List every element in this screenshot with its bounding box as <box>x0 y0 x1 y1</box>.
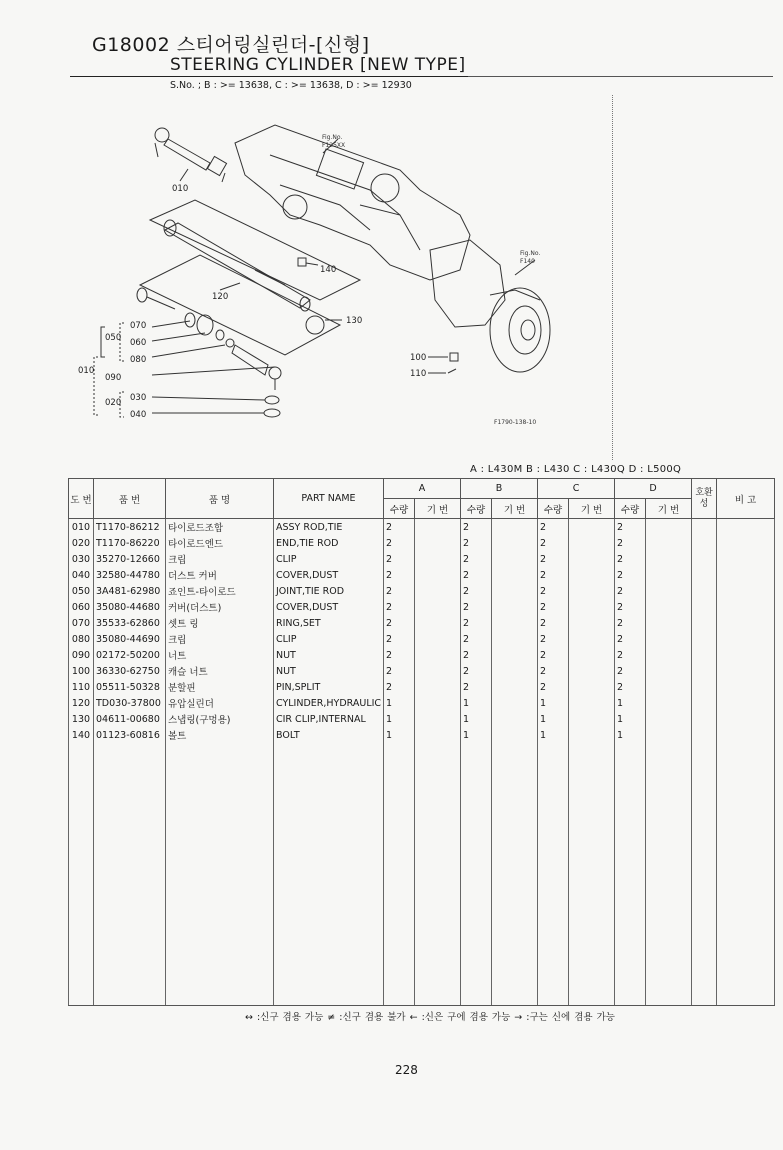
row-qty-a: 2 <box>384 551 415 567</box>
row-drawing-no: 100 <box>69 663 94 679</box>
row-qty-d: 1 <box>615 711 646 727</box>
parts-table-body <box>69 519 775 1006</box>
row-part-number: 32580-44780 <box>94 567 166 583</box>
header-group-c: C <box>538 479 615 499</box>
row-part-name: COVER,DUST <box>274 599 384 615</box>
row-serial-c <box>569 519 615 536</box>
row-serial-a <box>415 599 461 615</box>
row-qty-b: 1 <box>461 727 492 743</box>
empty-cell <box>166 743 274 1006</box>
figure-reference-a-number: F125XX <box>322 142 346 149</box>
row-serial-a <box>415 567 461 583</box>
row-drawing-no: 050 <box>69 583 94 599</box>
row-qty-d: 1 <box>615 727 646 743</box>
table-row <box>69 679 775 695</box>
row-serial-d <box>646 535 692 551</box>
row-serial-b <box>492 599 538 615</box>
row-compatibility <box>692 551 717 567</box>
row-name-korean: 죠인트-타이로드 <box>166 583 274 599</box>
row-part-name: ASSY ROD,TIE <box>274 519 384 536</box>
row-qty-c: 2 <box>538 535 569 551</box>
row-serial-b <box>492 535 538 551</box>
empty-cell <box>569 743 615 1006</box>
compatibility-legend: ↔ :신구 겸용 가능 ≠ :신구 겸용 불가 ← :신은 구에 겸용 가능 → :구는 신에 겸용 가능 <box>245 1012 615 1023</box>
empty-cell <box>274 743 384 1006</box>
row-serial-d <box>646 647 692 663</box>
header-serial-d: 기 번 <box>646 499 692 519</box>
row-name-korean: 유압실린더 <box>166 695 274 711</box>
row-serial-a <box>415 615 461 631</box>
row-qty-d: 2 <box>615 631 646 647</box>
row-qty-a: 2 <box>384 599 415 615</box>
row-qty-d: 2 <box>615 647 646 663</box>
figure-reference-b-number: F140 <box>520 258 535 265</box>
row-qty-c: 2 <box>538 679 569 695</box>
row-qty-b: 2 <box>461 647 492 663</box>
row-qty-d: 2 <box>615 535 646 551</box>
row-compatibility <box>692 647 717 663</box>
row-compatibility <box>692 663 717 679</box>
diagram-code: F1790-138-10 <box>494 419 537 426</box>
empty-cell <box>69 743 94 1006</box>
dotted-divider <box>612 95 613 460</box>
row-serial-a <box>415 679 461 695</box>
header-remarks: 비 고 <box>717 479 775 519</box>
row-name-korean: 셋트 링 <box>166 615 274 631</box>
row-part-number: TD030-37800 <box>94 695 166 711</box>
row-part-name: END,TIE ROD <box>274 535 384 551</box>
row-serial-b <box>492 519 538 536</box>
row-serial-c <box>569 567 615 583</box>
callout-010-bottom: 010 <box>78 366 95 376</box>
row-qty-a: 1 <box>384 695 415 711</box>
row-part-number: T1170-86212 <box>94 519 166 536</box>
callout-090: 090 <box>105 373 122 383</box>
row-compatibility <box>692 711 717 727</box>
row-qty-b: 2 <box>461 679 492 695</box>
row-qty-b: 2 <box>461 631 492 647</box>
serial-number-line: S.No. ; B : >= 13638, C : >= 13638, D : >= 12930 <box>170 80 412 91</box>
row-remarks <box>717 695 775 711</box>
callout-120: 120 <box>212 292 229 302</box>
callout-070: 070 <box>130 321 147 331</box>
header-qty-d: 수량 <box>615 499 646 519</box>
row-part-name: BOLT <box>274 727 384 743</box>
row-drawing-no: 060 <box>69 599 94 615</box>
header-compatibility: 호환성 <box>692 479 717 519</box>
row-compatibility <box>692 583 717 599</box>
row-remarks <box>717 711 775 727</box>
header-part-name: PART NAME <box>274 479 384 519</box>
row-serial-b <box>492 679 538 695</box>
row-serial-c <box>569 631 615 647</box>
row-serial-c <box>569 583 615 599</box>
callout-100: 100 <box>410 353 427 363</box>
table-row <box>69 535 775 551</box>
row-drawing-no: 080 <box>69 631 94 647</box>
header-serial-a: 기 번 <box>415 499 461 519</box>
row-compatibility <box>692 567 717 583</box>
row-serial-c <box>569 647 615 663</box>
row-part-number: T1170-86220 <box>94 535 166 551</box>
row-serial-b <box>492 567 538 583</box>
row-qty-a: 2 <box>384 535 415 551</box>
row-serial-c <box>569 711 615 727</box>
figure-reference-b: Fig.No. <box>520 250 541 257</box>
row-drawing-no: 110 <box>69 679 94 695</box>
row-serial-d <box>646 519 692 536</box>
row-serial-d <box>646 599 692 615</box>
table-row <box>69 695 775 711</box>
row-qty-c: 1 <box>538 727 569 743</box>
row-qty-b: 2 <box>461 535 492 551</box>
table-row <box>69 583 775 599</box>
row-qty-c: 2 <box>538 631 569 647</box>
row-part-name: RING,SET <box>274 615 384 631</box>
row-qty-c: 2 <box>538 583 569 599</box>
row-part-name: COVER,DUST <box>274 567 384 583</box>
table-empty-space <box>69 743 775 1006</box>
row-serial-d <box>646 695 692 711</box>
row-name-korean: 크립 <box>166 551 274 567</box>
model-legend: A : L430M B : L430 C : L430Q D : L500Q <box>470 464 682 475</box>
row-qty-c: 1 <box>538 711 569 727</box>
row-qty-c: 2 <box>538 519 569 536</box>
row-remarks <box>717 631 775 647</box>
table-row <box>69 663 775 679</box>
row-part-name: CLIP <box>274 551 384 567</box>
table-row <box>69 727 775 743</box>
row-name-korean: 너트 <box>166 647 274 663</box>
header-group-b: B <box>461 479 538 499</box>
exploded-parts-diagram <box>70 95 615 455</box>
row-serial-a <box>415 631 461 647</box>
row-part-number: 35080-44680 <box>94 599 166 615</box>
row-qty-b: 2 <box>461 615 492 631</box>
table-row <box>69 551 775 567</box>
parts-table <box>68 478 775 1006</box>
row-compatibility <box>692 727 717 743</box>
callout-060: 060 <box>130 338 147 348</box>
row-compatibility <box>692 679 717 695</box>
row-serial-c <box>569 695 615 711</box>
row-serial-b <box>492 663 538 679</box>
row-serial-d <box>646 727 692 743</box>
row-qty-b: 2 <box>461 583 492 599</box>
row-qty-d: 2 <box>615 615 646 631</box>
row-compatibility <box>692 695 717 711</box>
row-name-korean: 캐슬 너트 <box>166 663 274 679</box>
row-qty-b: 2 <box>461 599 492 615</box>
empty-cell <box>717 743 775 1006</box>
row-name-korean: 타이로드조합 <box>166 519 274 536</box>
table-row <box>69 599 775 615</box>
row-qty-c: 2 <box>538 615 569 631</box>
row-qty-b: 1 <box>461 695 492 711</box>
header-qty-a: 수량 <box>384 499 415 519</box>
title-underline-extension <box>468 76 773 77</box>
row-drawing-no: 020 <box>69 535 94 551</box>
row-drawing-no: 140 <box>69 727 94 743</box>
row-name-korean: 분할핀 <box>166 679 274 695</box>
table-row <box>69 711 775 727</box>
row-serial-d <box>646 711 692 727</box>
page-number: 228 <box>395 1063 418 1077</box>
row-qty-a: 1 <box>384 727 415 743</box>
row-qty-a: 2 <box>384 519 415 536</box>
row-serial-b <box>492 583 538 599</box>
table-row <box>69 567 775 583</box>
row-compatibility <box>692 631 717 647</box>
row-qty-a: 2 <box>384 631 415 647</box>
row-qty-a: 2 <box>384 583 415 599</box>
row-compatibility <box>692 615 717 631</box>
row-remarks <box>717 519 775 536</box>
row-serial-b <box>492 551 538 567</box>
row-serial-c <box>569 599 615 615</box>
row-drawing-no: 090 <box>69 647 94 663</box>
header-drawing-no: 도 번 <box>69 479 94 519</box>
callout-040: 040 <box>130 410 147 420</box>
table-row <box>69 631 775 647</box>
row-qty-b: 2 <box>461 551 492 567</box>
row-qty-c: 2 <box>538 551 569 567</box>
row-serial-a <box>415 647 461 663</box>
row-name-korean: 스냅링(구멍용) <box>166 711 274 727</box>
row-qty-d: 2 <box>615 551 646 567</box>
row-serial-a <box>415 727 461 743</box>
row-compatibility <box>692 519 717 536</box>
header-group-a: A <box>384 479 461 499</box>
empty-cell <box>692 743 717 1006</box>
table-row <box>69 647 775 663</box>
row-part-name: JOINT,TIE ROD <box>274 583 384 599</box>
row-drawing-no: 010 <box>69 519 94 536</box>
callout-110: 110 <box>410 369 427 379</box>
row-drawing-no: 120 <box>69 695 94 711</box>
row-remarks <box>717 679 775 695</box>
row-serial-b <box>492 631 538 647</box>
callout-030: 030 <box>130 393 147 403</box>
row-remarks <box>717 535 775 551</box>
row-qty-a: 2 <box>384 647 415 663</box>
row-part-number: 02172-50200 <box>94 647 166 663</box>
row-remarks <box>717 727 775 743</box>
row-part-name: CIR CLIP,INTERNAL <box>274 711 384 727</box>
row-qty-b: 1 <box>461 711 492 727</box>
row-remarks <box>717 551 775 567</box>
row-serial-b <box>492 695 538 711</box>
row-serial-a <box>415 711 461 727</box>
header-group-d: D <box>615 479 692 499</box>
figure-reference-a: Fig.No. <box>322 134 343 141</box>
row-qty-d: 2 <box>615 663 646 679</box>
header-serial-c: 기 번 <box>569 499 615 519</box>
row-name-korean: 볼트 <box>166 727 274 743</box>
row-name-korean: 더스트 커버 <box>166 567 274 583</box>
row-remarks <box>717 663 775 679</box>
row-serial-c <box>569 727 615 743</box>
empty-cell <box>461 743 492 1006</box>
row-serial-d <box>646 663 692 679</box>
row-serial-b <box>492 727 538 743</box>
row-serial-d <box>646 679 692 695</box>
row-qty-b: 2 <box>461 519 492 536</box>
empty-cell <box>384 743 415 1006</box>
callout-130: 130 <box>346 316 363 326</box>
header-qty-c: 수량 <box>538 499 569 519</box>
row-part-name: NUT <box>274 647 384 663</box>
row-compatibility <box>692 535 717 551</box>
row-qty-d: 1 <box>615 695 646 711</box>
row-drawing-no: 070 <box>69 615 94 631</box>
row-qty-a: 2 <box>384 663 415 679</box>
page-title-korean: G18002 스티어링실린더-[신형] <box>92 34 370 56</box>
row-serial-c <box>569 535 615 551</box>
empty-cell <box>94 743 166 1006</box>
row-qty-b: 2 <box>461 663 492 679</box>
row-part-number: 35080-44690 <box>94 631 166 647</box>
row-drawing-no: 040 <box>69 567 94 583</box>
callout-020: 020 <box>105 398 122 408</box>
row-part-name: CLIP <box>274 631 384 647</box>
row-serial-a <box>415 663 461 679</box>
callout-080: 080 <box>130 355 147 365</box>
row-serial-c <box>569 679 615 695</box>
title-underline <box>70 76 468 77</box>
row-part-number: 3A481-62980 <box>94 583 166 599</box>
page-title-english: STEERING CYLINDER [NEW TYPE] <box>170 55 466 75</box>
row-serial-d <box>646 567 692 583</box>
row-qty-c: 2 <box>538 599 569 615</box>
row-part-name: NUT <box>274 663 384 679</box>
row-compatibility <box>692 599 717 615</box>
row-serial-a <box>415 551 461 567</box>
row-qty-c: 2 <box>538 567 569 583</box>
row-qty-c: 2 <box>538 647 569 663</box>
row-qty-a: 1 <box>384 711 415 727</box>
row-serial-b <box>492 711 538 727</box>
row-part-number: 35533-62860 <box>94 615 166 631</box>
table-row <box>69 519 775 536</box>
row-drawing-no: 130 <box>69 711 94 727</box>
row-part-number: 01123-60816 <box>94 727 166 743</box>
row-remarks <box>717 583 775 599</box>
row-remarks <box>717 567 775 583</box>
row-serial-b <box>492 615 538 631</box>
row-part-number: 04611-00680 <box>94 711 166 727</box>
row-part-number: 36330-62750 <box>94 663 166 679</box>
row-qty-d: 2 <box>615 679 646 695</box>
row-serial-c <box>569 551 615 567</box>
header-name-korean: 품 명 <box>166 479 274 519</box>
row-name-korean: 타이로드엔드 <box>166 535 274 551</box>
row-remarks <box>717 647 775 663</box>
row-part-number: 05511-50328 <box>94 679 166 695</box>
empty-cell <box>538 743 569 1006</box>
row-qty-d: 2 <box>615 583 646 599</box>
row-qty-c: 1 <box>538 695 569 711</box>
row-remarks <box>717 599 775 615</box>
row-serial-d <box>646 583 692 599</box>
callout-050: 050 <box>105 333 122 343</box>
header-serial-b: 기 번 <box>492 499 538 519</box>
row-part-number: 35270-12660 <box>94 551 166 567</box>
row-serial-d <box>646 631 692 647</box>
row-serial-c <box>569 663 615 679</box>
row-qty-d: 2 <box>615 567 646 583</box>
row-serial-a <box>415 583 461 599</box>
row-qty-a: 2 <box>384 679 415 695</box>
empty-cell <box>492 743 538 1006</box>
empty-cell <box>415 743 461 1006</box>
row-serial-b <box>492 647 538 663</box>
row-drawing-no: 030 <box>69 551 94 567</box>
empty-cell <box>646 743 692 1006</box>
row-qty-d: 2 <box>615 599 646 615</box>
row-name-korean: 크립 <box>166 631 274 647</box>
header-qty-b: 수량 <box>461 499 492 519</box>
row-part-name: CYLINDER,HYDRAULIC <box>274 695 384 711</box>
table-row <box>69 615 775 631</box>
row-serial-c <box>569 615 615 631</box>
row-serial-d <box>646 551 692 567</box>
header-part-number: 품 번 <box>94 479 166 519</box>
row-serial-a <box>415 519 461 536</box>
empty-cell <box>615 743 646 1006</box>
row-serial-a <box>415 535 461 551</box>
row-name-korean: 커버(더스트) <box>166 599 274 615</box>
row-qty-d: 2 <box>615 519 646 536</box>
row-remarks <box>717 615 775 631</box>
row-qty-a: 2 <box>384 567 415 583</box>
callout-140: 140 <box>320 265 337 275</box>
row-qty-a: 2 <box>384 615 415 631</box>
callout-010-top: 010 <box>172 184 189 194</box>
row-qty-b: 2 <box>461 567 492 583</box>
row-qty-c: 2 <box>538 663 569 679</box>
row-serial-d <box>646 615 692 631</box>
row-part-name: PIN,SPLIT <box>274 679 384 695</box>
row-serial-a <box>415 695 461 711</box>
